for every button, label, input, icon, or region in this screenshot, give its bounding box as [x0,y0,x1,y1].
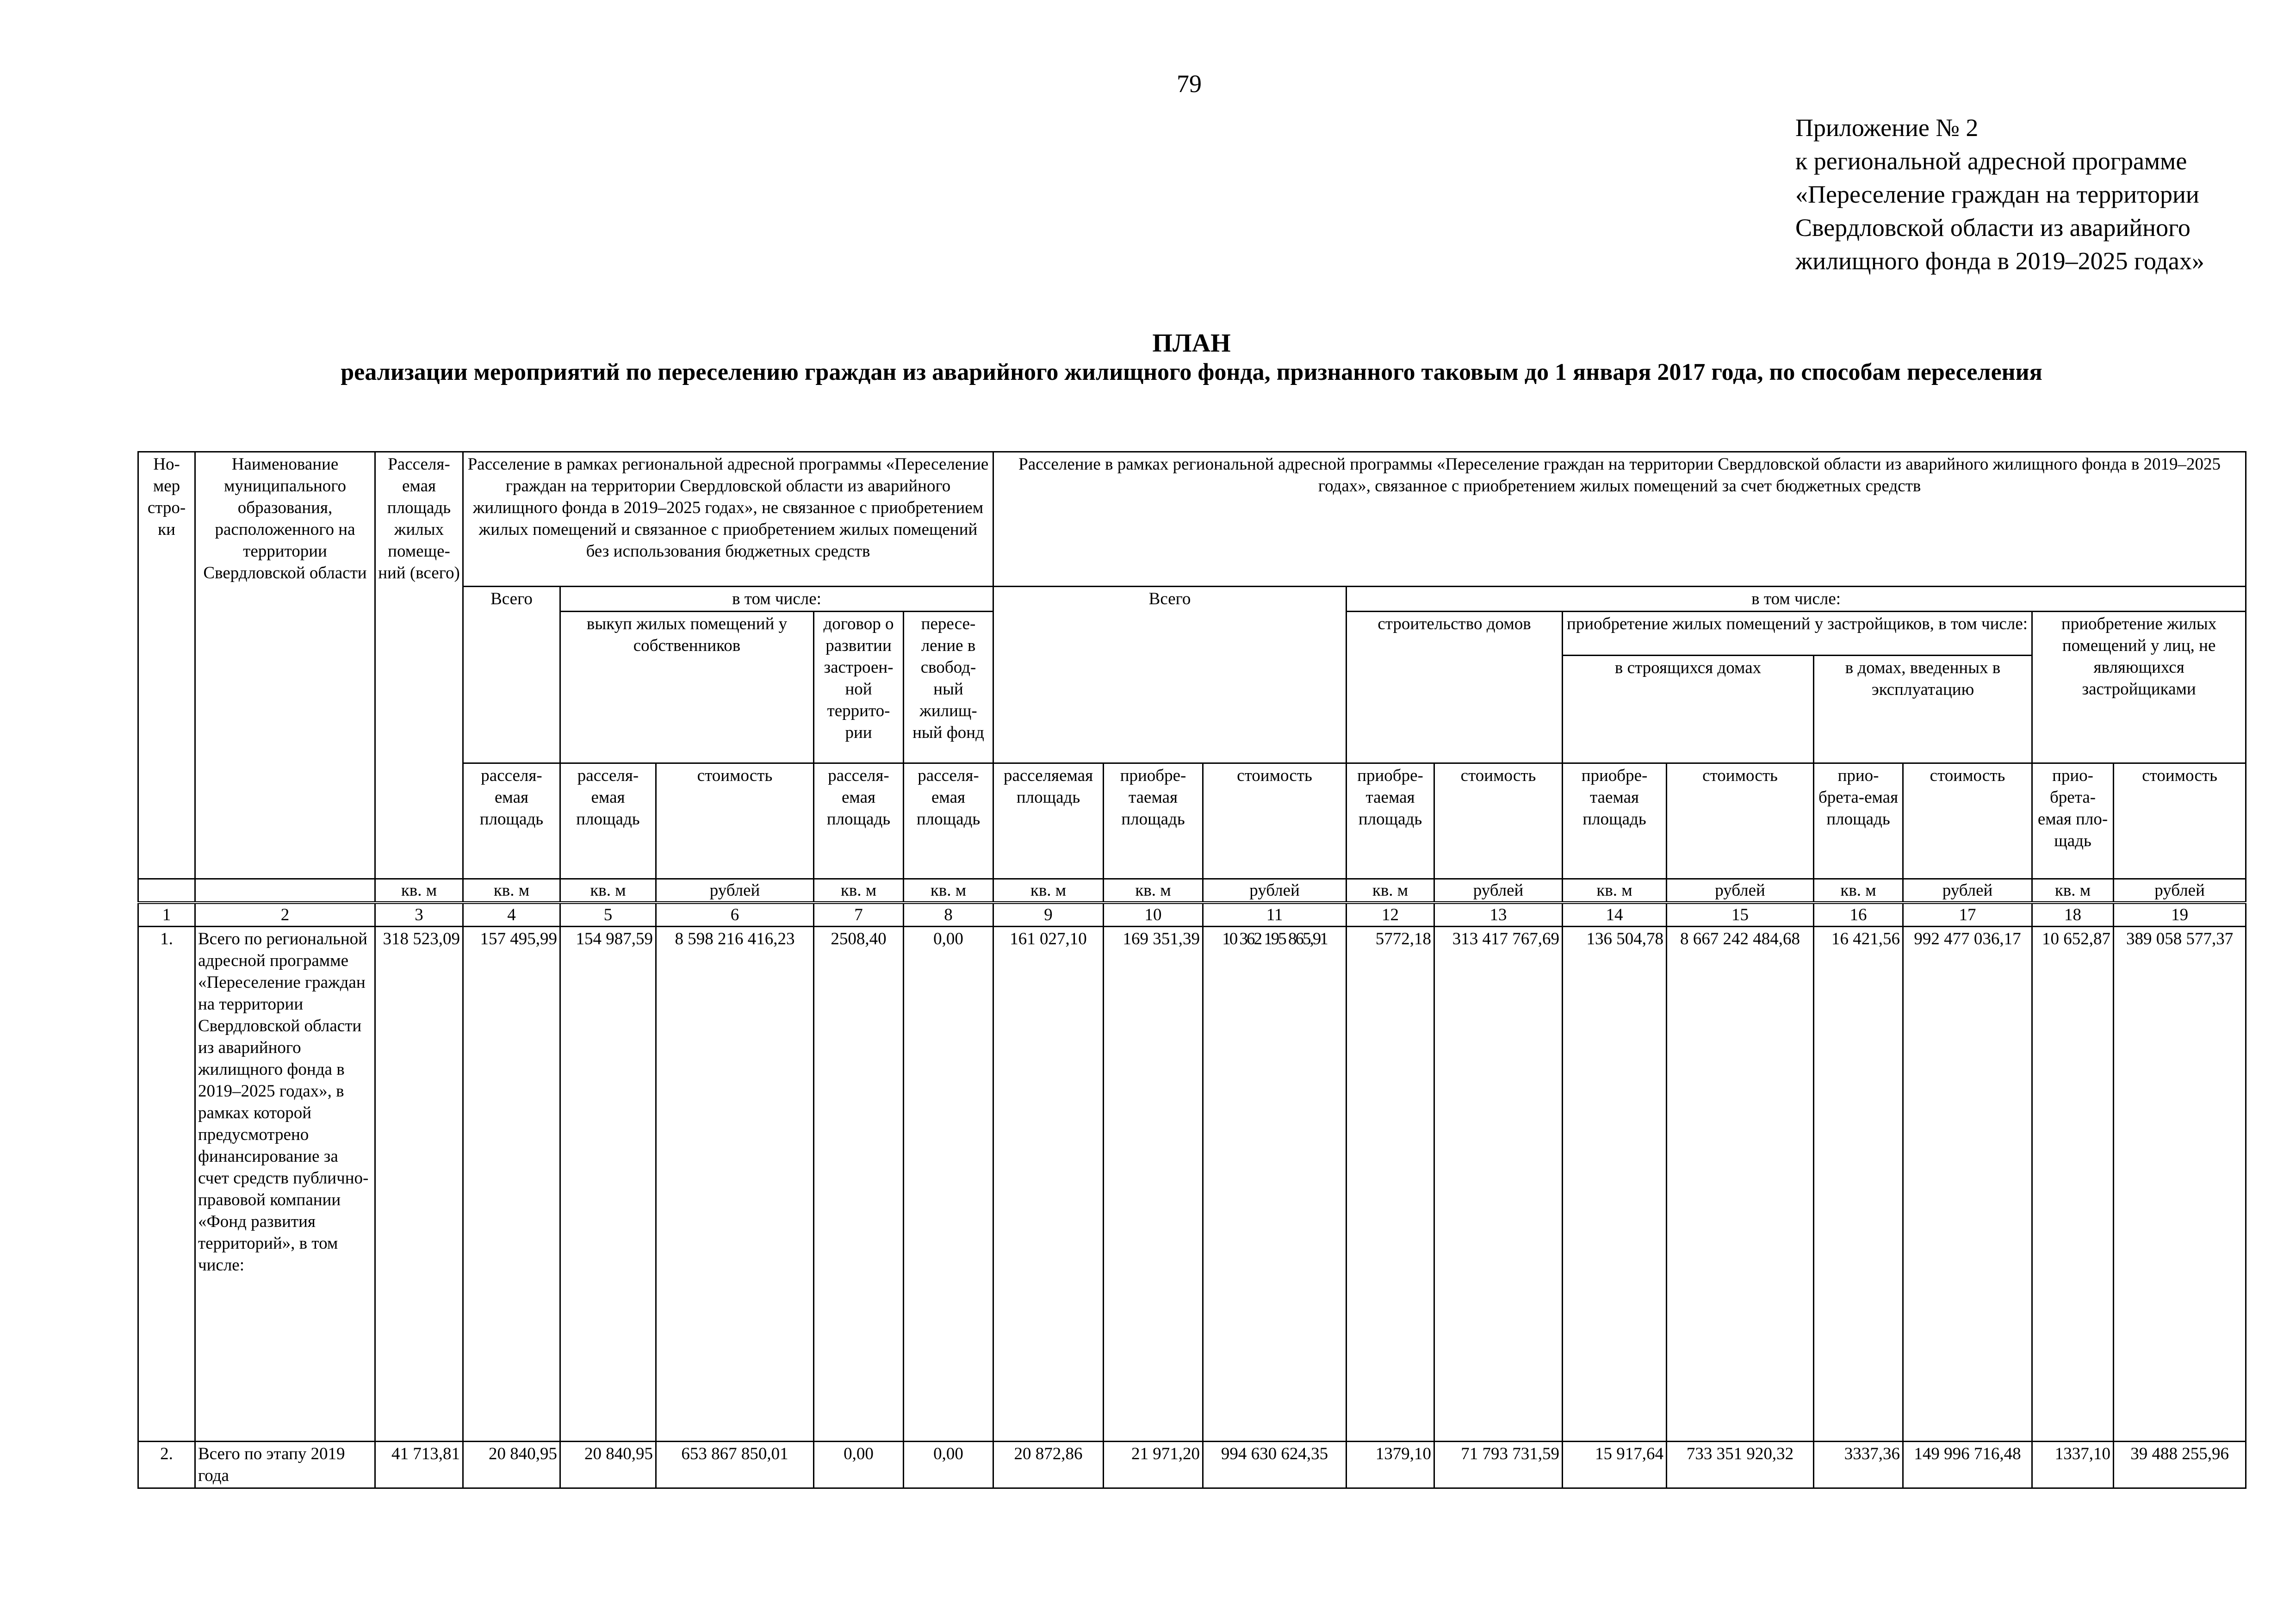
header-a-including: в том числе: [560,587,993,612]
cell-value: 71 793 731,59 [1434,1442,1563,1488]
column-number: 17 [1903,903,2032,927]
cell-value: 0,00 [904,927,993,1442]
cell-value: 169 351,39 [1104,927,1203,1442]
column-number: 8 [904,903,993,927]
header-municipality: Наименование муниципального образования, расположенного на территории Свердловской области [195,452,375,879]
cell-value: 8 598 216 416,23 [656,927,814,1442]
cell-value: 0,00 [814,1442,904,1488]
cell-value: 20 872,86 [993,1442,1104,1488]
cell-value: 733 351 920,32 [1667,1442,1814,1488]
header-col-9: расселяемая площадь [993,763,1104,879]
cell-value: 10 362 195 865,91 [1203,927,1347,1442]
row-name: Всего по региональной адресной программе «Переселение граждан на территории Свердловской области из аварийного жилищного фонда в 2019–2025 годах», в рамках которой предусмотрено финансирование за счет средств публично-правовой компании «Фонд развития территорий», в том числе: [195,927,375,1442]
cell-value: 8 667 242 484,68 [1667,927,1814,1442]
header-col-10: приобре-таемая площадь [1104,763,1203,879]
cell-value: 1379,10 [1347,1442,1434,1488]
cell-value: 154 987,59 [560,927,656,1442]
column-number: 7 [814,903,904,927]
cell-value: 0,00 [904,1442,993,1488]
appendix-line: к региональной адресной программе [1795,147,2187,175]
appendix-note [1795,111,2204,278]
appendix-line: Приложение № 2 [1795,114,1979,142]
appendix-line: «Переселение граждан на территории [1795,180,2199,208]
unit-cell: кв. м [560,879,656,903]
header-col-5: расселя-емая площадь [560,763,656,879]
cell-value: 313 417 767,69 [1434,927,1563,1442]
unit-cell: кв. м [375,879,463,903]
unit-cell: кв. м [993,879,1104,903]
cell-value: 16 421,56 [1814,927,1903,1442]
header-col-15: стоимость [1667,763,1814,879]
cell-value: 2508,40 [814,927,904,1442]
cell-value: 41 713,81 [375,1442,463,1488]
header-b-including: в том числе: [1347,587,2246,612]
header-col-14: приобре-таемая площадь [1563,763,1667,879]
unit-cell: кв. м [463,879,560,903]
column-number: 2 [195,903,375,927]
header-col-19: стоимость [2114,763,2246,879]
row-name: Всего по этапу 2019 года [195,1442,375,1488]
cell-value: 157 495,99 [463,927,560,1442]
unit-cell: кв. м [904,879,993,903]
column-number: 15 [1667,903,1814,927]
header-col-12: приобре-таемая площадь [1347,763,1434,879]
header-col-17: стоимость [1903,763,2032,879]
unit-cell: рублей [656,879,814,903]
unit-cell: кв. м [1563,879,1667,903]
cell-value: 136 504,78 [1563,927,1667,1442]
table-row [138,1442,2246,1488]
column-number: 13 [1434,903,1563,927]
cell-value: 161 027,10 [993,927,1104,1442]
table-row [138,927,2246,1442]
cell-value: 1337,10 [2032,1442,2114,1488]
header-group-budget: Расселение в рамках региональной адресной программы «Переселение граждан на территории Свердловской области из аварийного жилищного фонда в 2019–2025 годах», связанное с приобретением жилых помещений за счет бюджетных средств [993,452,2246,587]
header-from-non-developers: приобретение жилых помещений у лиц, не являющихся застройщиками [2032,612,2246,763]
header-col-8: расселя-емая площадь [904,763,993,879]
unit-cell: кв. м [1814,879,1903,903]
cell-value: 39 488 255,96 [2114,1442,2246,1488]
appendix-line: жилищного фонда в 2019–2025 годах» [1795,247,2204,275]
header-from-developers: приобретение жилых помещений у застройщиков, в том числе: [1563,612,2032,656]
header-row-number: Но-мер стро-ки [138,452,195,879]
column-number: 1 [138,903,195,927]
header-free-housing: пересе-ление в свобод-ный жилищ-ный фонд [904,612,993,763]
header-col-6: стоимость [656,763,814,879]
header-a-total: Всего [463,587,560,763]
unit-cell: кв. м [1347,879,1434,903]
cell-value: 21 971,20 [1104,1442,1203,1488]
column-number: 18 [2032,903,2114,927]
unit-cell: рублей [1667,879,1814,903]
cell-value: 5772,18 [1347,927,1434,1442]
header-commissioned: в домах, введенных в эксплуатацию [1814,656,2032,763]
column-number: 10 [1104,903,1203,927]
unit-cell: рублей [1203,879,1347,903]
row-number: 2. [138,1442,195,1488]
cell-value: 389 058 577,37 [2114,927,2246,1442]
row-number: 1. [138,927,195,1442]
header-group-non-budget: Расселение в рамках региональной адресной программы «Переселение граждан на территории Свердловской области из аварийного жилищного фонда в 2019–2025 годах», не связанное с приобретением жилых помещений и связанное с приобретением жилых помещений без использования бюджетных средств [463,452,993,587]
header-col-16: прио-брета-емая площадь [1814,763,1903,879]
cell-value: 318 523,09 [375,927,463,1442]
cell-value: 10 652,87 [2032,927,2114,1442]
unit-cell [138,879,195,903]
column-number: 4 [463,903,560,927]
header-col-11: стоимость [1203,763,1347,879]
document-subtitle: реализации мероприятий по переселению граждан из аварийного жилищного фонда, признанного таковым до 1 января 2017 года, по способам переселения [341,359,2042,385]
unit-cell: кв. м [814,879,904,903]
cell-value: 20 840,95 [560,1442,656,1488]
unit-cell: рублей [1903,879,2032,903]
column-number: 12 [1347,903,1434,927]
unit-cell [195,879,375,903]
header-buyout: выкуп жилых помещений у собственников [560,612,814,763]
cell-value: 20 840,95 [463,1442,560,1488]
cell-value: 994 630 624,35 [1203,1442,1347,1488]
column-number: 3 [375,903,463,927]
header-construction: строительство домов [1347,612,1563,763]
document-title: ПЛАН [1152,329,1231,358]
cell-value: 653 867 850,01 [656,1442,814,1488]
unit-cell: кв. м [1104,879,1203,903]
header-col-18: прио-брета-емая пло-щадь [2032,763,2114,879]
column-number: 11 [1203,903,1347,927]
header-col-13: стоимость [1434,763,1563,879]
appendix-line: Свердловской области из аварийного [1795,214,2191,242]
cell-value: 15 917,64 [1563,1442,1667,1488]
column-number: 5 [560,903,656,927]
cell-value: 149 996 716,48 [1903,1442,2032,1488]
header-b-total: Всего [993,587,1347,763]
column-number: 14 [1563,903,1667,927]
header-area-total: Расселя-емая площадь жилых помеще-ний (всего) [375,452,463,879]
header-development-agreement: договор о развитии застроен-ной террито-рии [814,612,904,763]
plan-table [137,451,2246,1489]
header-col-4: расселя-емая площадь [463,763,560,879]
header-col-7: расселя-емая площадь [814,763,904,879]
header-under-construction: в строящихся домах [1563,656,1814,763]
unit-cell: рублей [2114,879,2246,903]
column-number: 19 [2114,903,2246,927]
column-number: 16 [1814,903,1903,927]
cell-value: 992 477 036,17 [1903,927,2032,1442]
unit-cell: рублей [1434,879,1563,903]
column-number: 6 [656,903,814,927]
column-number: 9 [993,903,1104,927]
page-number: 79 [1177,70,1202,98]
unit-cell: кв. м [2032,879,2114,903]
cell-value: 3337,36 [1814,1442,1903,1488]
